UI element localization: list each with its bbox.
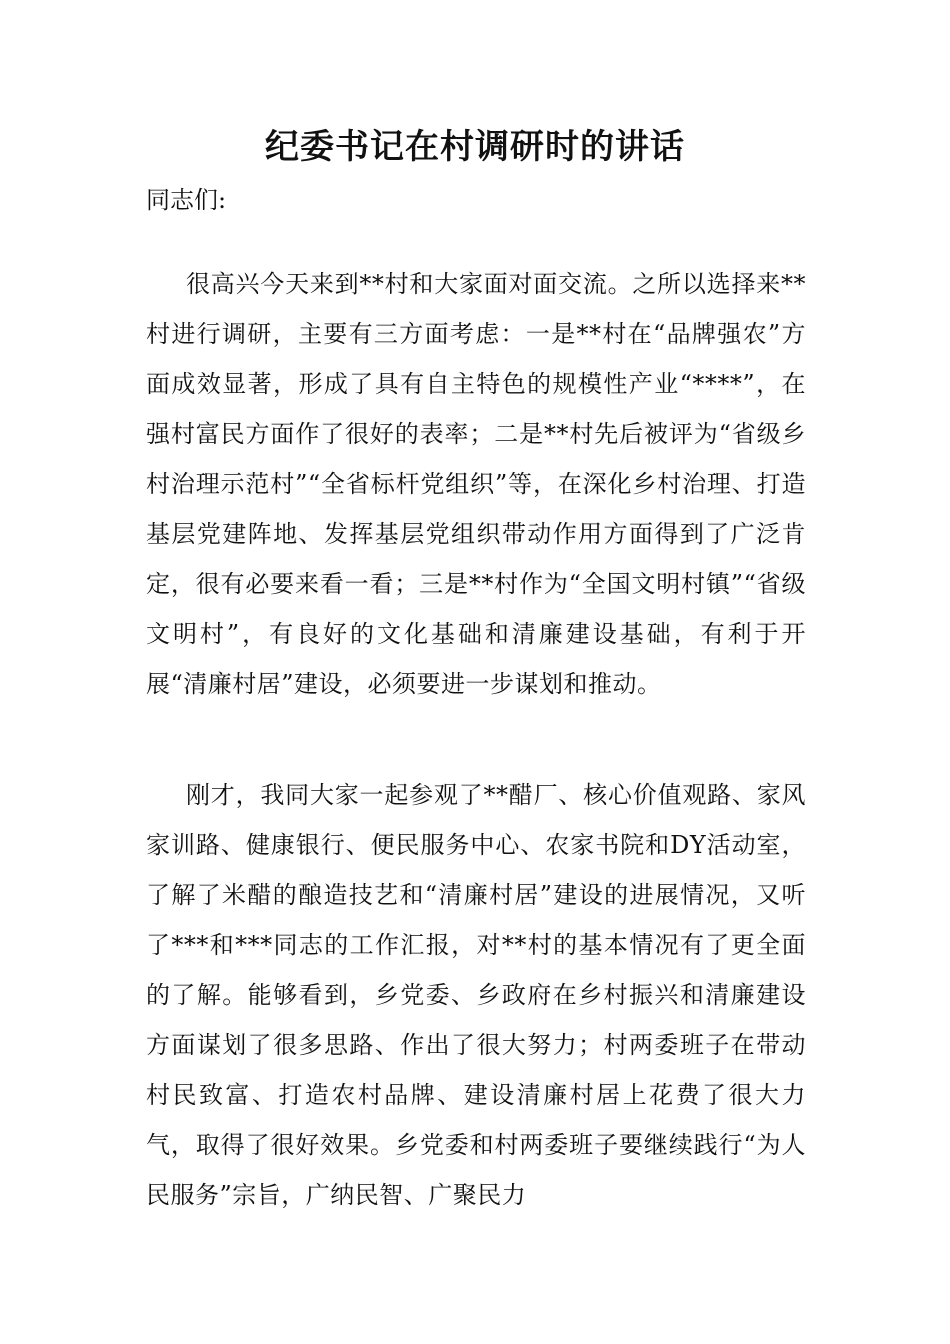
paragraph-1: 很高兴今天来到**村和大家面对面交流。之所以选择来**村进行调研，主要有三方面考虑：一是**村在“品牌强农”方面成效显著，形成了具有自主特色的规模性产业“****”，在强村富民方面作了很好的表率；二是**村先后被评为“省级乡村治理示范村”“全省标杆党组织”等，在深化乡村治理、打造基层党建阵地、发挥基层党组织带动作用方面得到了广泛肯定，很有必要来看一看；三是**村作为“全国文明村镇”“省级文明村”，有良好的文化基础和清廉建设基础，有利于开展“清廉村居”建设，必须要进一步谋划和推动。 bbox=[146, 270, 806, 698]
document-title: 纪委书记在村调研时的讲话 bbox=[265, 127, 685, 167]
paragraph-2: 刚才，我同大家一起参观了**醋厂、核心价值观路、家风家训路、健康银行、便民服务中心、农家书院和DY活动室，了解了米醋的酿造技艺和“清廉村居”建设的进展情况，又听了***和***同志的工作汇报，对**村的基本情况有了更全面的了解。能够看到，乡党委、乡政府在乡村振兴和清廉建设方面谋划了很多思路、作出了很大努力；村两委班子在带动村民致富、打造农村品牌、建设清廉村居上花费了很大力气，取得了很好效果。乡党委和村两委班子要继续践行“为人民服务”宗旨，广纳民智、广聚民力 bbox=[146, 781, 806, 1209]
salutation: 同志们: bbox=[146, 186, 227, 214]
